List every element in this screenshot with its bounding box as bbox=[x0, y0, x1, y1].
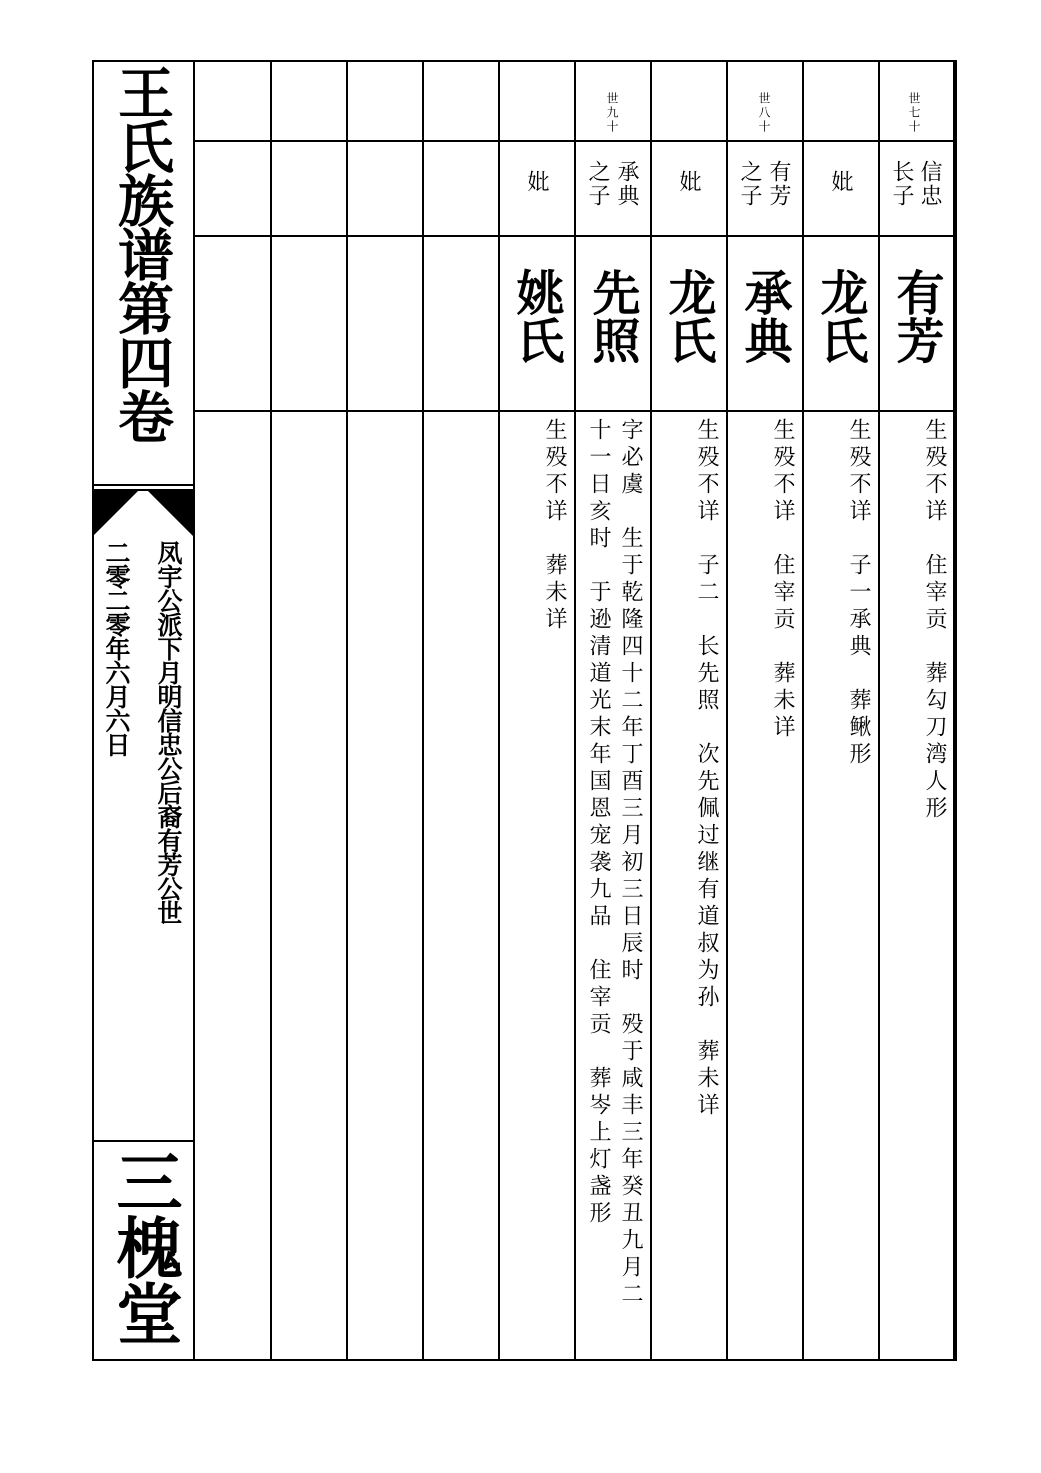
relation-top: 妣 bbox=[524, 170, 549, 194]
column-divider bbox=[270, 60, 272, 1361]
hall-name: 三槐堂 bbox=[105, 1148, 183, 1346]
relation-top: 承典 bbox=[614, 160, 639, 208]
row-divider-relation bbox=[193, 235, 957, 237]
person-description: 生殁不详 葬未详 bbox=[542, 418, 567, 634]
relation-top: 妣 bbox=[828, 170, 853, 194]
fishtail-ornament bbox=[93, 490, 193, 542]
column-divider bbox=[346, 60, 348, 1361]
relation-top: 有芳 bbox=[766, 160, 791, 208]
column-divider bbox=[498, 60, 500, 1361]
compile-date: 二零二零年六月六日 bbox=[102, 540, 131, 756]
column-divider bbox=[726, 60, 728, 1361]
person-name: 先照 bbox=[584, 268, 640, 364]
column-divider bbox=[878, 60, 880, 1361]
spine-title-rule bbox=[92, 484, 194, 486]
person-name: 有芳 bbox=[888, 268, 944, 364]
column-divider bbox=[422, 60, 424, 1361]
person-name: 承典 bbox=[736, 268, 792, 364]
person-name: 龙氏 bbox=[660, 268, 716, 364]
person-description-cont: 十一日亥时 于逊清道光末年国恩宠袭九品 住宰贡 葬岑上灯盏形 bbox=[586, 418, 611, 1228]
person-description: 生殁不详 住宰贡 葬未详 bbox=[770, 418, 795, 742]
column-divider bbox=[574, 60, 576, 1361]
row-divider-name bbox=[193, 410, 957, 412]
relation-top: 妣 bbox=[676, 170, 701, 194]
person-description: 生殁不详 子一承典 葬鳅形 bbox=[846, 418, 871, 769]
person-name: 姚氏 bbox=[508, 268, 564, 364]
person-description: 生殁不详 住宰贡 葬勾刀湾人形 bbox=[922, 418, 947, 823]
column-divider bbox=[953, 60, 955, 1361]
person-description: 字必虞 生于乾隆四十二年丁酉三月初三日辰时 殁于咸丰三年癸丑九月二 bbox=[618, 418, 643, 1309]
spine-hall-rule bbox=[92, 1140, 194, 1142]
column-divider bbox=[650, 60, 652, 1361]
generation-label: 世七十 bbox=[907, 92, 921, 134]
book-title: 王氏族谱第四卷 bbox=[109, 64, 175, 442]
row-divider-generation bbox=[193, 140, 957, 142]
column-divider bbox=[802, 60, 804, 1361]
relation-top: 信忠 bbox=[917, 160, 942, 208]
spine-divider bbox=[193, 60, 195, 1361]
relation-bottom: 之子 bbox=[585, 160, 610, 208]
relation-bottom: 之子 bbox=[737, 160, 762, 208]
person-description: 生殁不详 子二 长先照 次先佩过继有道叔为孙 葬未详 bbox=[694, 418, 719, 1120]
generation-label: 世九十 bbox=[605, 92, 619, 134]
relation-bottom: 长子 bbox=[889, 160, 914, 208]
person-name: 龙氏 bbox=[812, 268, 868, 364]
lineage-subtitle: 凤宇公派下月明信忠公后裔有芳公世 bbox=[154, 540, 183, 924]
page-frame bbox=[92, 60, 957, 1361]
generation-label: 世八十 bbox=[757, 92, 771, 134]
